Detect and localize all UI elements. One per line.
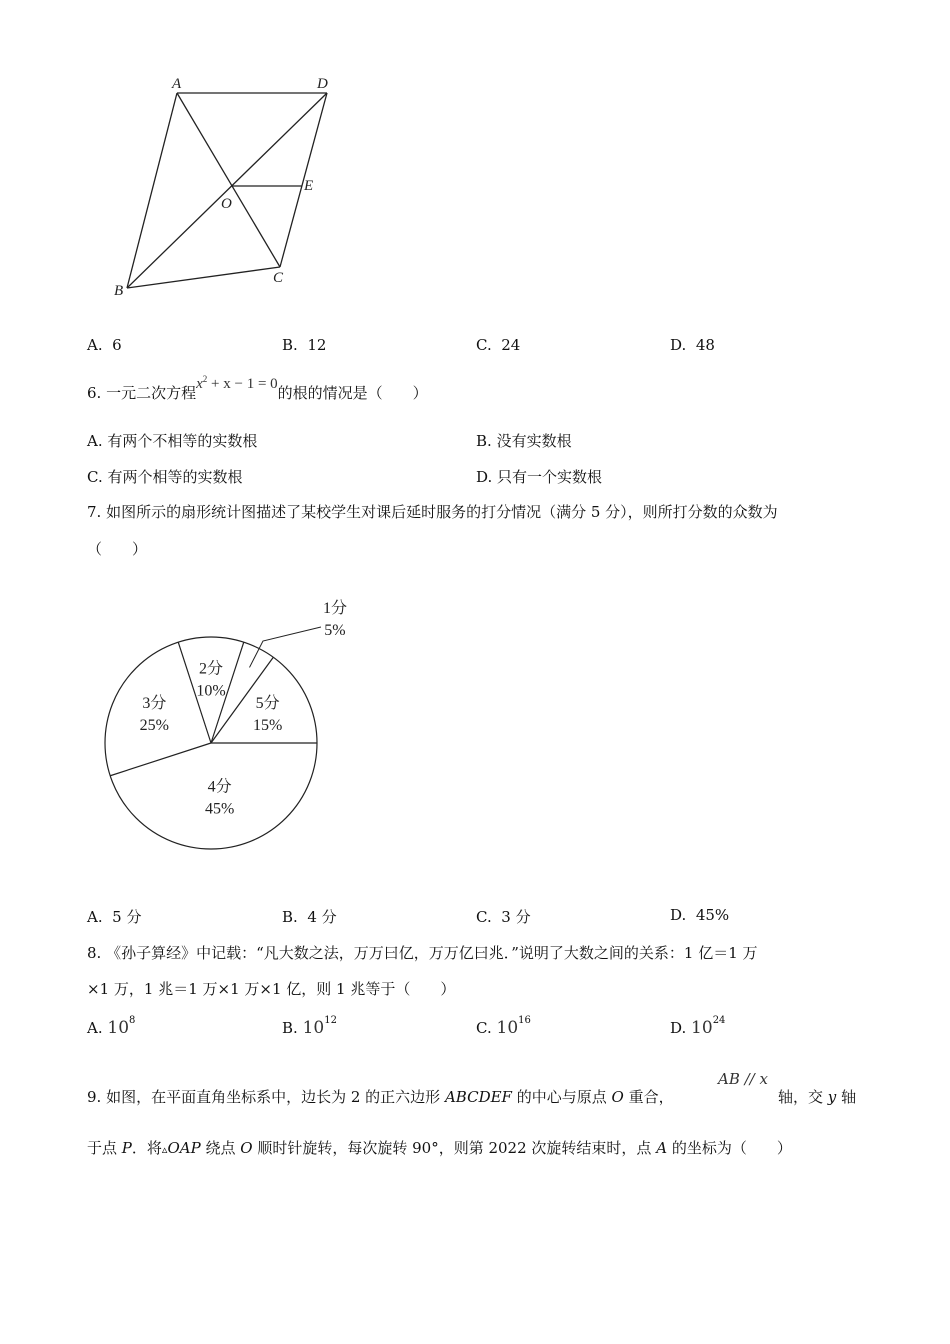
- q5-option-c[interactable]: C. 24: [476, 336, 521, 354]
- q8-option-a[interactable]: A. $10^8$: [87, 1015, 136, 1038]
- segment-cb: [127, 267, 280, 288]
- q5-option-d[interactable]: D. 48: [670, 336, 715, 354]
- pie-label-category: 1分: [322, 599, 347, 617]
- q6-option-b[interactable]: B. 没有实数根: [476, 432, 572, 450]
- q6-option-a[interactable]: A. 有两个不相等的实数根: [87, 432, 258, 450]
- q8-stem-line2: ×1 万，1 兆＝1 万×1 万×1 亿，则 1 兆等于（ ）: [87, 980, 456, 998]
- q5-option-b[interactable]: B. 12: [282, 336, 327, 354]
- q8-option-b[interactable]: B. $10^{12}$: [282, 1015, 337, 1038]
- pie-label-category: 2分: [198, 660, 224, 678]
- pie-label-category: 4分: [207, 778, 232, 796]
- pie-label-percent: 25%: [139, 717, 169, 735]
- q5-option-a[interactable]: A. 6: [87, 336, 122, 354]
- q7-stem: 7. 如图所示的扇形统计图描述了某校学生对课后延时服务的打分情况（满分 5 分），则所打分数的众数为: [87, 503, 778, 521]
- pie-label-percent: 5%: [324, 621, 346, 639]
- pie-label-percent: 45%: [204, 800, 235, 818]
- q9-stem-line1-end: 轴，交 y 轴: [778, 1088, 857, 1106]
- label-c: C: [273, 270, 284, 286]
- pie-label-percent: 10%: [196, 682, 226, 700]
- label-o: O: [221, 196, 232, 212]
- segment-ba: [127, 93, 177, 288]
- diagonal-bd: [127, 93, 327, 288]
- q6-option-c[interactable]: C. 有两个相等的实数根: [87, 468, 243, 486]
- q8-option-c[interactable]: C. $10^{16}$: [476, 1015, 531, 1038]
- q9-parallel-expr: AB // x: [718, 1070, 768, 1088]
- q7-option-b[interactable]: B. 4 分: [282, 908, 337, 926]
- pie-chart: [95, 580, 347, 860]
- label-d: D: [317, 76, 328, 92]
- q7-option-c[interactable]: C. 3 分: [476, 908, 531, 926]
- q6-stem: 6. 一元二次方程$x^2 + x - 1 = 0$的根的情况是（ ）: [87, 374, 428, 402]
- q9-stem-line2: 于点 P．将▵OAP 绕点 O 顺时针旋转，每次旋转 90°，则第 2022 次旋转结束时，点 A 的坐标为（ ）: [87, 1139, 792, 1157]
- q8-stem-line1: 8. 《孙子算经》中记载：“凡大数之法，万万曰亿，万万亿曰兆．”说明了大数之间的关系：1 亿＝1 万: [87, 944, 758, 962]
- q7-option-a[interactable]: A. 5 分: [87, 908, 142, 926]
- label-e: E: [304, 178, 314, 194]
- q8-option-d[interactable]: D. $10^{24}$: [670, 1015, 726, 1038]
- q7-option-d[interactable]: D. 45%: [670, 906, 730, 924]
- diagonal-ac: [177, 93, 280, 267]
- q6-option-d[interactable]: D. 只有一个实数根: [476, 468, 603, 486]
- q7-paren: （ ）: [87, 540, 148, 558]
- pie-label-percent: 15%: [253, 717, 283, 735]
- pie-label-category: 3分: [142, 695, 167, 713]
- q9-stem-line1: 9. 如图，在平面直角坐标系中，边长为 2 的正六边形 ABCDEF 的中心与原点 O 重合，: [87, 1088, 674, 1106]
- parallelogram-figure: [100, 66, 350, 306]
- pie-label-category: 5分: [255, 695, 280, 713]
- label-a: A: [172, 76, 182, 92]
- label-b: B: [114, 283, 124, 299]
